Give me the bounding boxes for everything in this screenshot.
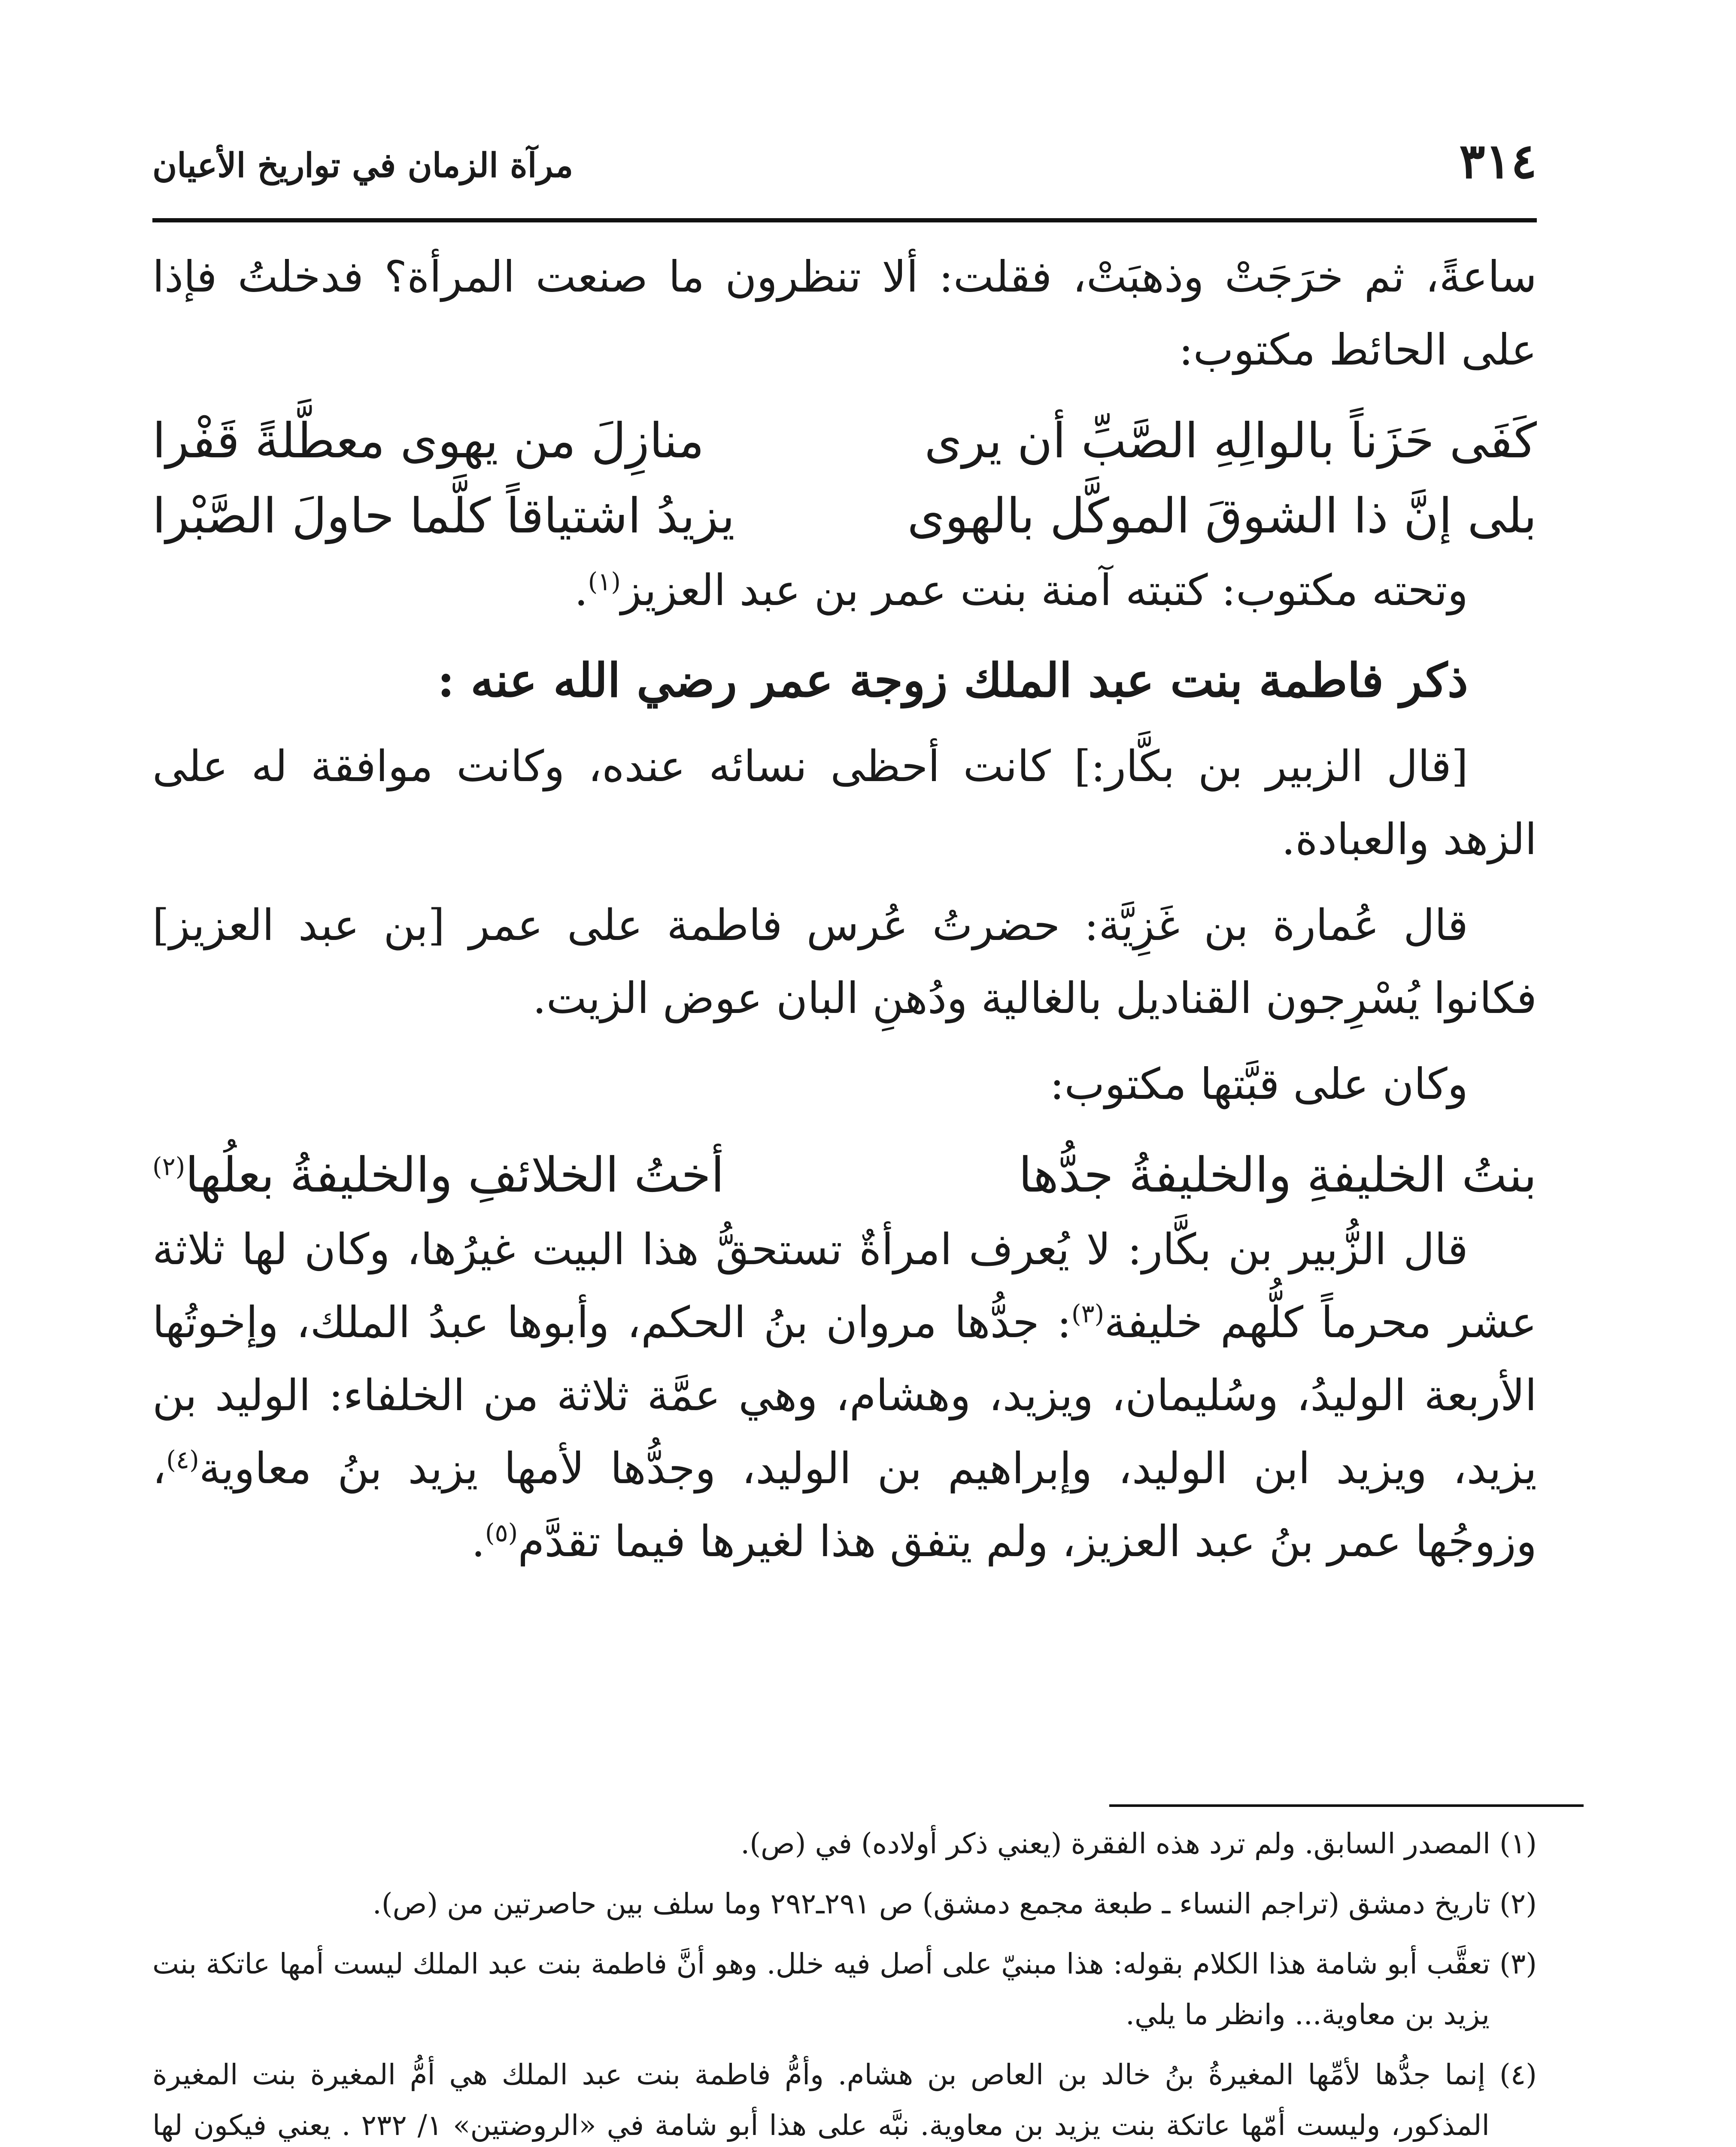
verse-hemistich: بنتُ الخليفةِ والخليفةُ جدُّها <box>1018 1147 1537 1203</box>
paragraph-text: ، وزوجُها عمر بنُ عبد العزيز، ولم يتفق هذا لغيرها فيما تقدَّم <box>152 1443 1537 1566</box>
paragraph <box>152 1213 1537 1578</box>
verse-line <box>152 1138 1537 1213</box>
verse-hemistich: منازِلَ من يهوى معطَّلةً قَفْرا <box>152 413 704 469</box>
paragraph: ساعةً، ثم خرَجَتْ وذهبَتْ، فقلت: ألا تنظرون ما صنعت المرأة؟ فدخلتُ فإذا على الحائط مكتوب: <box>152 252 1537 375</box>
footnote: (٤) إنما جدُّها لأمِّها المغيرةُ بنُ خالد بن العاص بن هشام. وأمُّ فاطمة بنت عبد الملك هي أمُّ المغيرة بنت المغيرة المذكور، وليست أمّها عاتكة بنت يزيد بن معاوية. نبَّه على هذا أبو شامة في «الروضتين» ١/ ٢٣٢ . يعني فيكون لها <box>152 2058 1537 2142</box>
footnotes <box>152 1819 1537 2147</box>
paragraph: قال عُمارة بن غَزِيَّة: حضرتُ عُرس فاطمة على عمر [بن عبد العزيز] فكانوا يُسْرِجون القناديل بالغالية ودُهنِ البان عوض الزيت. <box>152 900 1537 1023</box>
verse-hemistich: كَفَى حَزَناً بالوالِهِ الصَّبِّ أن يرى <box>924 413 1537 469</box>
footnote-ref: (٥) <box>485 1518 518 1548</box>
verse-hemistich: بلى إنَّ ذا الشوقَ الموكَّل بالهوى <box>907 488 1537 544</box>
footnote: (٢) تاريخ دمشق (تراجم النساء ـ طبعة مجمع دمشق) ص ٢٩١ـ٢٩٢ وما سلف بين حاصرتين من (ص). <box>372 1887 1537 1920</box>
paragraph-end: . <box>471 1516 485 1566</box>
page-number: ٣١٤ <box>1459 133 1537 189</box>
footnote-rule <box>1109 1804 1584 1807</box>
paragraph-end: . <box>574 565 588 615</box>
paragraph-text: قال الزُّبير بن بكَّار: لا يُعرف امرأةٌ تستحقُّ هذا البيت غيرُها، وكان لها ثلاثة عشر محرماً كلُّهم خليفة <box>152 1224 1537 1347</box>
section-heading: ذكر فاطمة بنت عبد الملك زوجة عمر رضي الله عنه : <box>437 654 1468 708</box>
footnote: (٣) تعقَّب أبو شامة هذا الكلام بقوله: هذا مبنيّ على أصل فيه خلل. وهو أنَّ فاطمة بنت عبد الملك ليست أمها عاتكة بنت يزيد بن معاوية... وانظر ما يلي. <box>152 1947 1537 2031</box>
footnote-ref: (٢) <box>152 1152 185 1181</box>
verse-text: أختُ الخلائفِ والخليفةُ بعلُها <box>185 1147 725 1203</box>
running-header <box>152 129 1537 215</box>
verse-hemistich: يزيدُ اشتياقاً كلَّما حاولَ الصَّبْرا <box>152 488 735 544</box>
footnote-ref: (٤) <box>166 1445 199 1475</box>
paragraph-text: : جدُّها مروان بنُ الحكم، وأبوها عبدُ الملك، وإخوتُها الأربعة الوليدُ، وسُليمان، ويزيد، وهشام، وهي عمَّة ثلاثة من الخلفاء: الوليد بن يزيد، ويزيد ابن الوليد، وإبراهيم بن الوليد، وجدُّها لأمها يزيد بنُ معاوية <box>152 1297 1537 1493</box>
paragraph: وكان على قبَّتها مكتوب: <box>1050 1059 1468 1109</box>
footnote-ref: (٣) <box>1071 1299 1105 1329</box>
main-text <box>152 240 1537 1578</box>
book-title: مرآة الزمان في تواريخ الأعيان <box>152 146 574 185</box>
paragraph <box>152 554 1537 627</box>
header-rule <box>152 218 1537 222</box>
paragraph-text: وتحته مكتوب: كتبته آمنة بنت عمر بن عبد العزيز <box>621 565 1468 615</box>
verse-line <box>152 404 1537 479</box>
footnote: (١) المصدر السابق. ولم ترد هذه الفقرة (يعني ذكر أولاده) في (ص). <box>741 1827 1537 1860</box>
paragraph: [قال الزبير بن بكَّار:] كانت أحظى نسائه عنده، وكانت موافقة له على الزهد والعبادة. <box>152 741 1537 864</box>
verse-hemistich <box>152 1138 724 1213</box>
verse-line <box>152 479 1537 554</box>
footnote-ref: (١) <box>588 567 621 596</box>
